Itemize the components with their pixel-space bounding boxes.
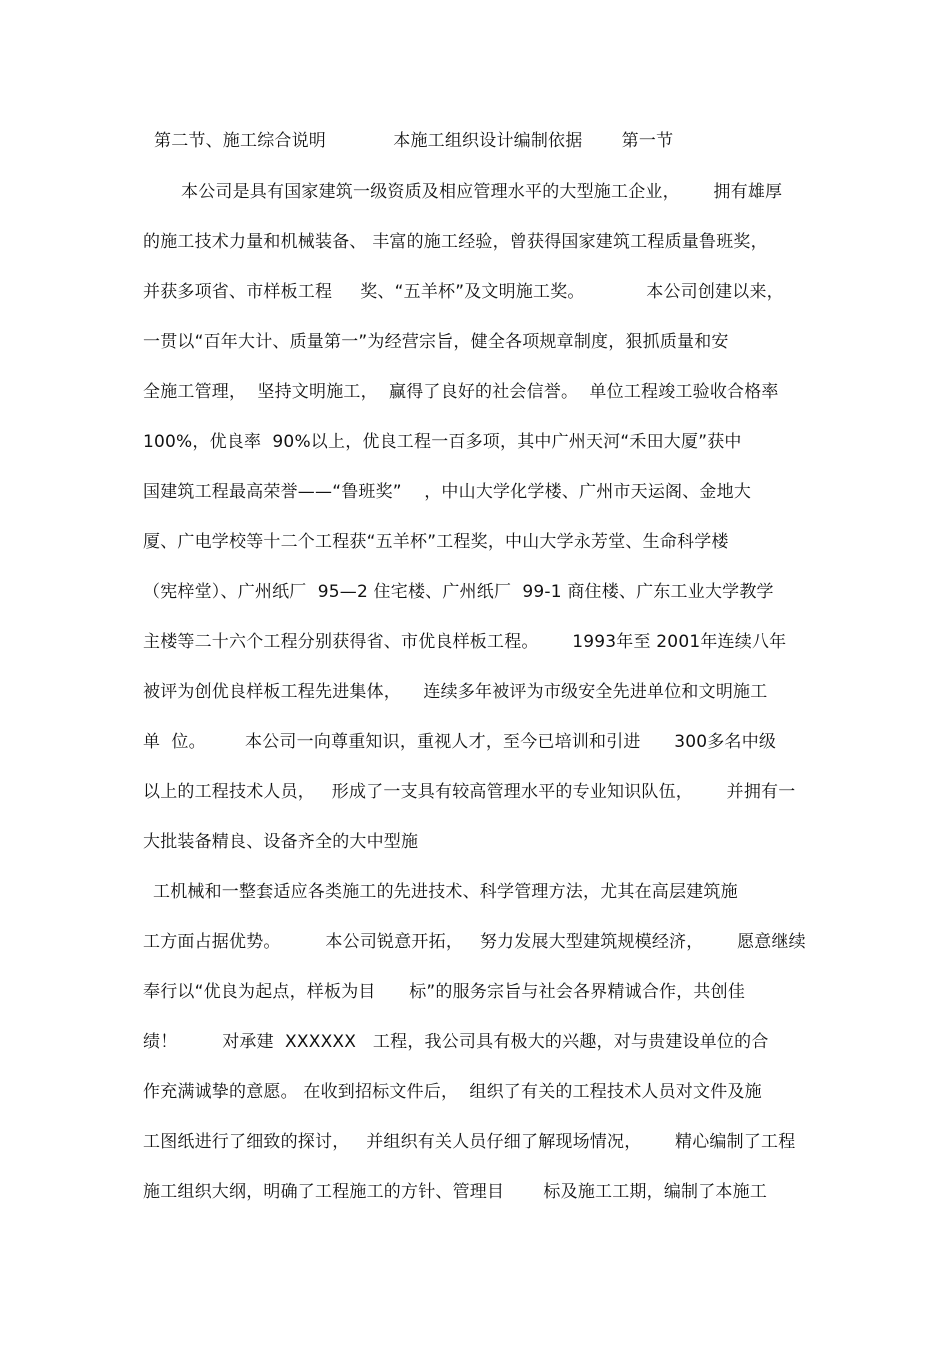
paragraph-line: （宪梓堂）、广州纸厂 95—2 住宅楼、广州纸厂 99-1 商住楼、广东工业大学教学 (143, 582, 774, 602)
paragraph-line: 并获多项省、市样板工程 奖、“五羊杯”及文明施工奖。 本公司创建以来， (143, 282, 784, 302)
paragraph-line: 施工组织大纲，明确了工程施工的方针、管理目 标及施工工期，编制了本施工 (143, 1182, 768, 1202)
paragraph-line: 作充满诚挚的意愿。 在收到招标文件后， 组织了有关的工程技术人员对文件及施 (143, 1082, 762, 1102)
paragraph-line: 国建筑工程最高荣誉——“鲁班奖” ，中山大学化学楼、广州市天运阁、金地大 (143, 482, 752, 502)
paragraph-line: 100%，优良率 90%以上，优良工程一百多项，其中广州天河“禾田大厦”获中 (143, 432, 742, 452)
paragraph-line: 厦、广电学校等十二个工程获“五羊杯”工程奖，中山大学永芳堂、生命科学楼 (143, 532, 729, 552)
paragraph-line: 奉行以“优良为起点，样板为目 标”的服务宗旨与社会各界精诚合作，共创佳 (143, 982, 746, 1002)
paragraph-line: 大批装备精良、设备齐全的大中型施 (143, 832, 419, 852)
paragraph-line: 以上的工程技术人员， 形成了一支具有较高管理水平的专业知识队伍， 并拥有一 (143, 782, 796, 802)
paragraph-line: 单 位。 本公司一向尊重知识，重视人才，至今已培训和引进 300多名中级 (143, 732, 777, 752)
paragraph-line: 全施工管理， 坚持文明施工， 赢得了良好的社会信誉。 单位工程竣工验收合格率 (143, 382, 779, 402)
paragraph-line: 被评为创优良样板工程先进集体， 连续多年被评为市级安全先进单位和文明施工 (143, 682, 768, 702)
paragraph-line: 工机械和一整套适应各类施工的先进技术、科学管理方法，尤其在高层建筑施 (153, 882, 738, 902)
section-heading-line: 第二节、施工综合说明 本施工组织设计编制依据 第一节 (154, 131, 674, 151)
paragraph-line: 主楼等二十六个工程分别获得省、市优良样板工程。 1993年至 2001年连续八年 (143, 632, 787, 652)
paragraph-line: 绩！ 对承建 XXXXXX 工程，我公司具有极大的兴趣，对与贵建设单位的合 (143, 1032, 769, 1052)
paragraph-line: 的施工技术力量和机械装备、 丰富的施工经验，曾获得国家建筑工程质量鲁班奖， (143, 232, 768, 252)
paragraph-line: 工图纸进行了细致的探讨， 并组织有关人员仔细了解现场情况， 精心编制了工程 (143, 1132, 796, 1152)
paragraph-line: 本公司是具有国家建筑一级资质及相应管理水平的大型施工企业， 拥有雄厚 (181, 182, 783, 202)
paragraph-line: 工方面占据优势。 本公司锐意开拓， 努力发展大型建筑规模经济， 愿意继续 (143, 932, 806, 952)
paragraph-line: 一贯以“百年大计、质量第一”为经营宗旨，健全各项规章制度，狠抓质量和安 (143, 332, 729, 352)
